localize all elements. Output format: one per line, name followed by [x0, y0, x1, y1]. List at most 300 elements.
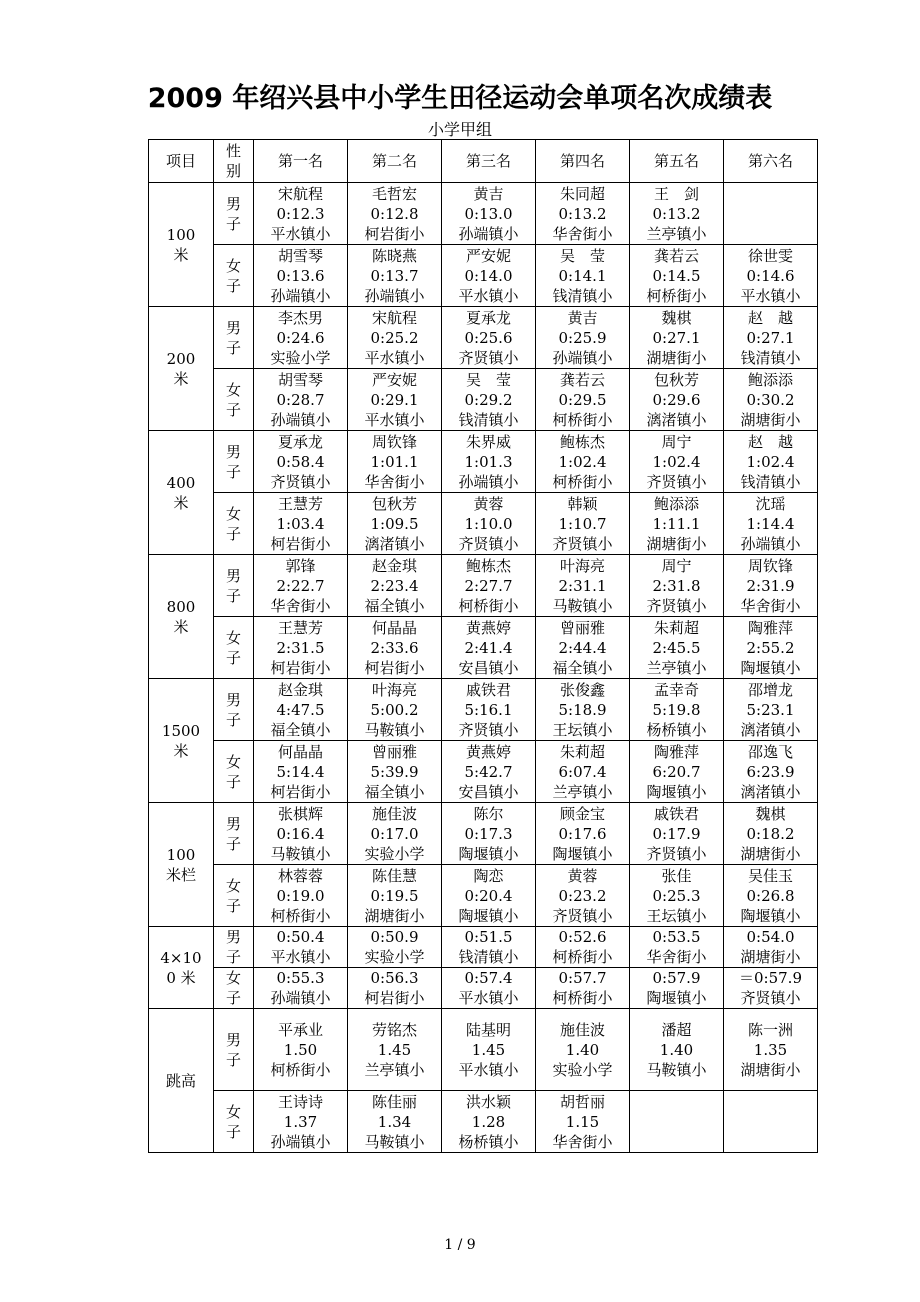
table-row	[149, 1009, 818, 1091]
result-cell	[442, 1009, 536, 1091]
result-cell	[536, 865, 630, 927]
result-athlete: 鲍添添	[653, 494, 699, 513]
result-cell	[254, 1009, 348, 1091]
result-school: 湖塘街小	[364, 906, 425, 925]
result-mark: 0:17.9	[652, 824, 701, 843]
result-mark: 0:13.7	[370, 266, 419, 285]
result-mark: 0:27.1	[746, 328, 795, 347]
result-cell	[724, 555, 818, 617]
table-row	[149, 307, 818, 369]
result-school: 齐贤镇小	[552, 906, 613, 925]
header-row	[149, 140, 818, 183]
result-athlete: 龚若云	[559, 370, 605, 389]
result-cell	[348, 803, 442, 865]
result-athlete: 吴 莹	[559, 246, 605, 265]
gender-cell	[214, 679, 254, 741]
result-athlete: 朱莉超	[653, 618, 699, 637]
result-mark: 0:50.9	[370, 928, 419, 946]
gender-char: 子	[225, 1050, 241, 1069]
gender-char: 女	[225, 380, 241, 399]
result-cell	[724, 803, 818, 865]
table-row	[149, 927, 818, 968]
result-athlete: 魏棋	[755, 804, 786, 823]
result-school: 陶堰镇小	[552, 844, 613, 863]
result-cell	[348, 1091, 442, 1153]
result-school: 齐贤镇小	[552, 534, 613, 553]
result-mark: 0:29.5	[558, 390, 607, 409]
gender-char: 女	[225, 504, 241, 523]
result-school: 齐贤镇小	[646, 844, 707, 863]
result-athlete: 陈一洲	[747, 1020, 793, 1039]
page-number: 1 / 9	[444, 1237, 476, 1253]
result-mark: 0:24.6	[276, 328, 325, 347]
result-cell	[536, 369, 630, 431]
result-athlete: 夏承龙	[465, 308, 511, 327]
result-school: 陶堰镇小	[646, 782, 707, 801]
result-athlete: 王慧芳	[277, 618, 323, 637]
result-cell	[536, 183, 630, 245]
result-school: 兰亭镇小	[552, 782, 613, 801]
result-cell	[254, 679, 348, 741]
table-row	[149, 1091, 818, 1153]
result-mark: 2:55.2	[746, 638, 795, 657]
gender-char: 男	[225, 194, 241, 213]
result-athlete: 何晶晶	[277, 742, 323, 761]
result-mark: 0:25.3	[652, 886, 701, 905]
result-school: 齐贤镇小	[270, 472, 331, 491]
gender-cell	[214, 183, 254, 245]
result-athlete: 黄燕婷	[465, 618, 511, 637]
result-cell	[348, 431, 442, 493]
gender-char: 男	[225, 442, 241, 461]
result-school: 柯桥街小	[552, 472, 613, 491]
gender-cell	[214, 431, 254, 493]
result-athlete: 沈瑶	[755, 494, 786, 513]
event-name-cell	[149, 431, 214, 555]
result-cell	[348, 493, 442, 555]
table-row	[149, 865, 818, 927]
result-cell	[536, 245, 630, 307]
result-athlete: 李杰男	[277, 308, 323, 327]
result-cell	[348, 307, 442, 369]
result-mark: 0:23.2	[558, 886, 607, 905]
result-cell	[254, 803, 348, 865]
result-school: 钱清镇小	[552, 286, 613, 305]
result-cell	[254, 617, 348, 679]
result-cell	[442, 183, 536, 245]
result-athlete: 周宁	[661, 432, 692, 451]
result-mark: 0:27.1	[652, 328, 701, 347]
result-mark: 5:00.2	[370, 700, 419, 719]
result-mark: 1.15	[565, 1112, 600, 1131]
gender-char: 子	[225, 710, 241, 729]
result-school: 柯桥街小	[552, 948, 613, 966]
gender-char: 女	[225, 256, 241, 275]
result-mark: 0:12.3	[276, 204, 325, 223]
event-name-line: 1500	[161, 721, 201, 740]
result-cell	[630, 369, 724, 431]
result-cell	[254, 369, 348, 431]
result-cell	[724, 927, 818, 968]
result-athlete: 戚铁君	[653, 804, 699, 823]
document-title: 2009 年绍兴县中小学生田径运动会单项名次成绩表	[147, 83, 773, 114]
result-athlete: 韩颖	[567, 494, 598, 513]
result-athlete: 王 剑	[653, 184, 699, 203]
result-school: 钱清镇小	[458, 948, 519, 966]
table-row	[149, 183, 818, 245]
result-school: 湖塘街小	[740, 844, 801, 863]
result-cell	[630, 493, 724, 555]
gender-char: 女	[225, 876, 241, 895]
result-cell	[442, 245, 536, 307]
event-name-line: 100	[166, 225, 196, 244]
result-cell	[536, 1091, 630, 1153]
gender-char: 子	[225, 989, 241, 1007]
table-row	[149, 679, 818, 741]
results-body	[149, 183, 818, 1153]
result-mark: 0:53.5	[652, 928, 701, 946]
header-place-2: 第二名	[348, 140, 442, 183]
result-cell	[348, 865, 442, 927]
result-cell	[724, 1091, 818, 1153]
result-cell	[254, 1091, 348, 1153]
result-athlete: 周宁	[661, 556, 692, 575]
event-name-line: 米	[173, 741, 189, 760]
result-athlete: 吴佳玉	[747, 866, 793, 885]
results-table	[148, 139, 818, 1153]
result-school: 平水镇小	[364, 348, 425, 367]
result-athlete: 严安妮	[371, 370, 417, 389]
result-athlete: 张佳	[661, 866, 692, 885]
result-athlete: 叶海亮	[559, 556, 605, 575]
result-school: 王坛镇小	[646, 906, 707, 925]
gender-cell	[214, 927, 254, 968]
gender-cell	[214, 1091, 254, 1153]
result-athlete: 孟幸奇	[653, 680, 699, 699]
gender-char: 子	[225, 772, 241, 791]
header-place-6: 第六名	[724, 140, 818, 183]
result-school: 湖塘街小	[646, 534, 707, 553]
result-school: 兰亭镇小	[364, 1060, 425, 1079]
result-athlete: 魏棋	[661, 308, 692, 327]
result-athlete: 曾丽雅	[559, 618, 605, 637]
result-cell	[724, 865, 818, 927]
result-school: 实验小学	[364, 844, 425, 863]
gender-char: 子	[225, 400, 241, 419]
result-mark: 0:30.2	[746, 390, 795, 409]
result-mark: 0:17.3	[464, 824, 513, 843]
result-athlete: 周钦锋	[747, 556, 793, 575]
result-cell	[442, 493, 536, 555]
result-mark: 0:29.2	[464, 390, 513, 409]
result-school: 马鞍镇小	[364, 720, 425, 739]
result-cell	[254, 493, 348, 555]
result-cell	[348, 617, 442, 679]
result-cell	[254, 927, 348, 968]
result-mark: 0:17.6	[558, 824, 607, 843]
result-mark: 0:13.2	[652, 204, 701, 223]
result-cell	[536, 968, 630, 1009]
event-name-line: 4×10	[160, 948, 202, 967]
result-school: 兰亭镇小	[646, 224, 707, 243]
result-mark: 0:20.4	[464, 886, 513, 905]
event-name-line: 200	[166, 349, 196, 368]
result-school: 实验小学	[270, 348, 331, 367]
result-mark: 0:25.9	[558, 328, 607, 347]
result-athlete: 林蓉蓉	[277, 866, 323, 885]
result-athlete: 劳铭杰	[371, 1020, 417, 1039]
result-school: 平水镇小	[740, 286, 801, 305]
gender-cell	[214, 1009, 254, 1091]
result-mark: 1:03.4	[276, 514, 325, 533]
result-school: 平水镇小	[270, 948, 331, 966]
result-athlete: 胡雪琴	[277, 370, 323, 389]
result-mark: 0:58.4	[276, 452, 325, 471]
gender-cell	[214, 245, 254, 307]
result-athlete: 朱界威	[465, 432, 511, 451]
event-name-cell	[149, 679, 214, 803]
result-mark: 1.45	[377, 1040, 412, 1059]
result-athlete: 黄吉	[567, 308, 598, 327]
result-school: 平水镇小	[458, 989, 519, 1007]
table-row	[149, 369, 818, 431]
gender-char: 子	[225, 648, 241, 667]
event-name-line: 0 米	[166, 968, 196, 987]
result-athlete: 周钦锋	[371, 432, 417, 451]
result-school: 杨桥镇小	[458, 1132, 519, 1151]
result-cell	[630, 1091, 724, 1153]
result-school: 福全镇小	[270, 720, 331, 739]
result-school: 钱清镇小	[740, 472, 801, 491]
result-cell	[254, 307, 348, 369]
result-mark: 0:52.6	[558, 928, 607, 946]
result-athlete: 胡雪琴	[277, 246, 323, 265]
result-athlete: 王诗诗	[277, 1092, 323, 1111]
result-mark: 5:19.8	[652, 700, 701, 719]
result-cell	[724, 307, 818, 369]
event-name-line: 米	[173, 245, 189, 264]
gender-cell	[214, 369, 254, 431]
result-cell	[724, 1009, 818, 1091]
result-mark: 2:31.1	[558, 576, 607, 595]
result-school: 孙端镇小	[270, 410, 331, 429]
header-place-4: 第四名	[536, 140, 630, 183]
result-cell	[630, 741, 724, 803]
result-athlete: 陈晓燕	[371, 246, 417, 265]
gender-char: 子	[225, 948, 241, 966]
result-athlete: 徐世雯	[747, 246, 793, 265]
result-school: 平水镇小	[270, 224, 331, 243]
gender-cell	[214, 555, 254, 617]
result-mark: 0:14.0	[464, 266, 513, 285]
result-athlete: 戚铁君	[465, 680, 511, 699]
event-name-cell	[149, 183, 214, 307]
result-mark: 5:23.1	[746, 700, 795, 719]
result-cell	[348, 245, 442, 307]
result-mark: 5:42.7	[464, 762, 513, 781]
result-school: 马鞍镇小	[270, 844, 331, 863]
event-name-line: 800	[166, 597, 196, 616]
result-cell	[724, 679, 818, 741]
result-athlete: 陈佳慧	[371, 866, 417, 885]
result-cell	[724, 968, 818, 1009]
result-cell	[442, 369, 536, 431]
result-cell	[536, 927, 630, 968]
gender-char: 子	[225, 834, 241, 853]
result-cell	[254, 431, 348, 493]
result-cell	[536, 617, 630, 679]
result-school: 安昌镇小	[458, 782, 519, 801]
result-school: 孙端镇小	[458, 472, 519, 491]
result-school: 福全镇小	[364, 596, 425, 615]
result-school: 平水镇小	[364, 410, 425, 429]
result-school: 陶堰镇小	[646, 989, 707, 1007]
result-athlete: 赵金琪	[277, 680, 323, 699]
result-cell	[442, 307, 536, 369]
result-mark: 6:07.4	[558, 762, 607, 781]
event-name-line: 米	[173, 369, 189, 388]
result-school: 柯岩街小	[270, 658, 331, 677]
result-cell	[254, 741, 348, 803]
result-mark: 0:18.2	[746, 824, 795, 843]
event-name-line: 米	[173, 617, 189, 636]
result-cell	[442, 803, 536, 865]
gender-char: 女	[225, 969, 241, 987]
result-athlete: 陈佳丽	[371, 1092, 417, 1111]
result-mark: 1:01.3	[464, 452, 513, 471]
result-cell	[254, 968, 348, 1009]
result-athlete: 朱莉超	[559, 742, 605, 761]
gender-char: 子	[225, 214, 241, 233]
gender-char: 男	[225, 814, 241, 833]
event-name-line: 米栏	[165, 865, 196, 884]
result-mark: 0:12.8	[370, 204, 419, 223]
result-school: 陶堰镇小	[458, 906, 519, 925]
result-school: 孙端镇小	[552, 348, 613, 367]
result-athlete: 陆基明	[465, 1020, 511, 1039]
result-mark: 1.40	[659, 1040, 694, 1059]
event-name-line: 跳高	[165, 1071, 196, 1090]
result-athlete: 包秋芳	[371, 494, 417, 513]
result-mark: 0:14.6	[746, 266, 795, 285]
result-school: 柯桥街小	[458, 596, 519, 615]
result-athlete: 何晶晶	[371, 618, 417, 637]
gender-cell	[214, 493, 254, 555]
result-school: 实验小学	[364, 948, 425, 966]
result-cell	[630, 431, 724, 493]
result-cell	[442, 741, 536, 803]
result-athlete: 鲍栋杰	[465, 556, 511, 575]
result-school: 柯岩街小	[364, 658, 425, 677]
header-gender: 性 别	[214, 140, 254, 183]
result-school: 湖塘街小	[740, 410, 801, 429]
event-name-cell	[149, 927, 214, 1009]
result-athlete: 陶恋	[473, 866, 504, 885]
result-cell	[536, 1009, 630, 1091]
result-mark: 1:02.4	[652, 452, 701, 471]
result-school: 马鞍镇小	[552, 596, 613, 615]
result-mark: 0:56.3	[370, 969, 419, 987]
result-mark: 2:33.6	[370, 638, 419, 657]
result-athlete: 朱同超	[559, 184, 605, 203]
result-athlete: 张俊鑫	[559, 680, 605, 699]
result-school: 漓渚镇小	[740, 782, 801, 801]
result-cell	[724, 741, 818, 803]
result-school: 齐贤镇小	[458, 534, 519, 553]
result-school: 兰亭镇小	[646, 658, 707, 677]
result-mark: 1.28	[471, 1112, 506, 1131]
result-school: 福全镇小	[552, 658, 613, 677]
result-cell	[442, 617, 536, 679]
gender-cell	[214, 741, 254, 803]
result-mark: 0:14.1	[558, 266, 607, 285]
result-athlete: 陶雅萍	[747, 618, 793, 637]
result-cell	[724, 369, 818, 431]
result-cell	[536, 803, 630, 865]
result-cell	[630, 617, 724, 679]
result-school: 齐贤镇小	[646, 472, 707, 491]
result-mark: 2:45.5	[652, 638, 701, 657]
result-athlete: 毛哲宏	[371, 184, 417, 203]
result-mark: 1:09.5	[370, 514, 419, 533]
result-cell	[630, 803, 724, 865]
result-school: 柯桥街小	[270, 1060, 331, 1079]
result-cell	[348, 555, 442, 617]
result-athlete: 胡哲丽	[559, 1092, 605, 1111]
result-cell	[442, 431, 536, 493]
result-school: 柯桥街小	[270, 906, 331, 925]
table-row	[149, 493, 818, 555]
result-mark: 1.50	[283, 1040, 318, 1059]
result-school: 齐贤镇小	[740, 989, 801, 1007]
result-school: 柯桥街小	[552, 989, 613, 1007]
result-athlete: 包秋芳	[653, 370, 699, 389]
result-cell	[442, 968, 536, 1009]
result-mark: 2:31.8	[652, 576, 701, 595]
result-school: 柯桥街小	[552, 410, 613, 429]
result-mark: 0:26.8	[746, 886, 795, 905]
result-school: 马鞍镇小	[646, 1060, 707, 1079]
result-school: 实验小学	[552, 1060, 613, 1079]
event-name-line: 400	[166, 473, 196, 492]
result-athlete: 施佳波	[371, 804, 417, 823]
result-cell	[442, 865, 536, 927]
result-cell	[536, 679, 630, 741]
result-cell	[348, 741, 442, 803]
result-athlete: 鲍栋杰	[559, 432, 605, 451]
result-athlete: 吴 莹	[465, 370, 511, 389]
result-school: 杨桥镇小	[646, 720, 707, 739]
result-school: 华舍街小	[740, 596, 801, 615]
result-mark: 1:10.7	[558, 514, 607, 533]
gender-char: 女	[225, 752, 241, 771]
result-athlete: 洪水颖	[465, 1092, 511, 1111]
result-school: 柯岩街小	[270, 534, 331, 553]
result-cell	[442, 555, 536, 617]
result-athlete: 宋航程	[371, 308, 417, 327]
gender-cell	[214, 865, 254, 927]
result-athlete: 鲍添添	[747, 370, 793, 389]
result-school: 漓渚镇小	[364, 534, 425, 553]
result-school: 孙端镇小	[270, 286, 331, 305]
result-school: 钱清镇小	[740, 348, 801, 367]
result-mark: 0:29.6	[652, 390, 701, 409]
result-athlete: 施佳波	[559, 1020, 605, 1039]
gender-char: 男	[225, 318, 241, 337]
gender-char: 男	[225, 690, 241, 709]
result-school: 柯岩街小	[270, 782, 331, 801]
gender-char: 子	[225, 1122, 241, 1141]
